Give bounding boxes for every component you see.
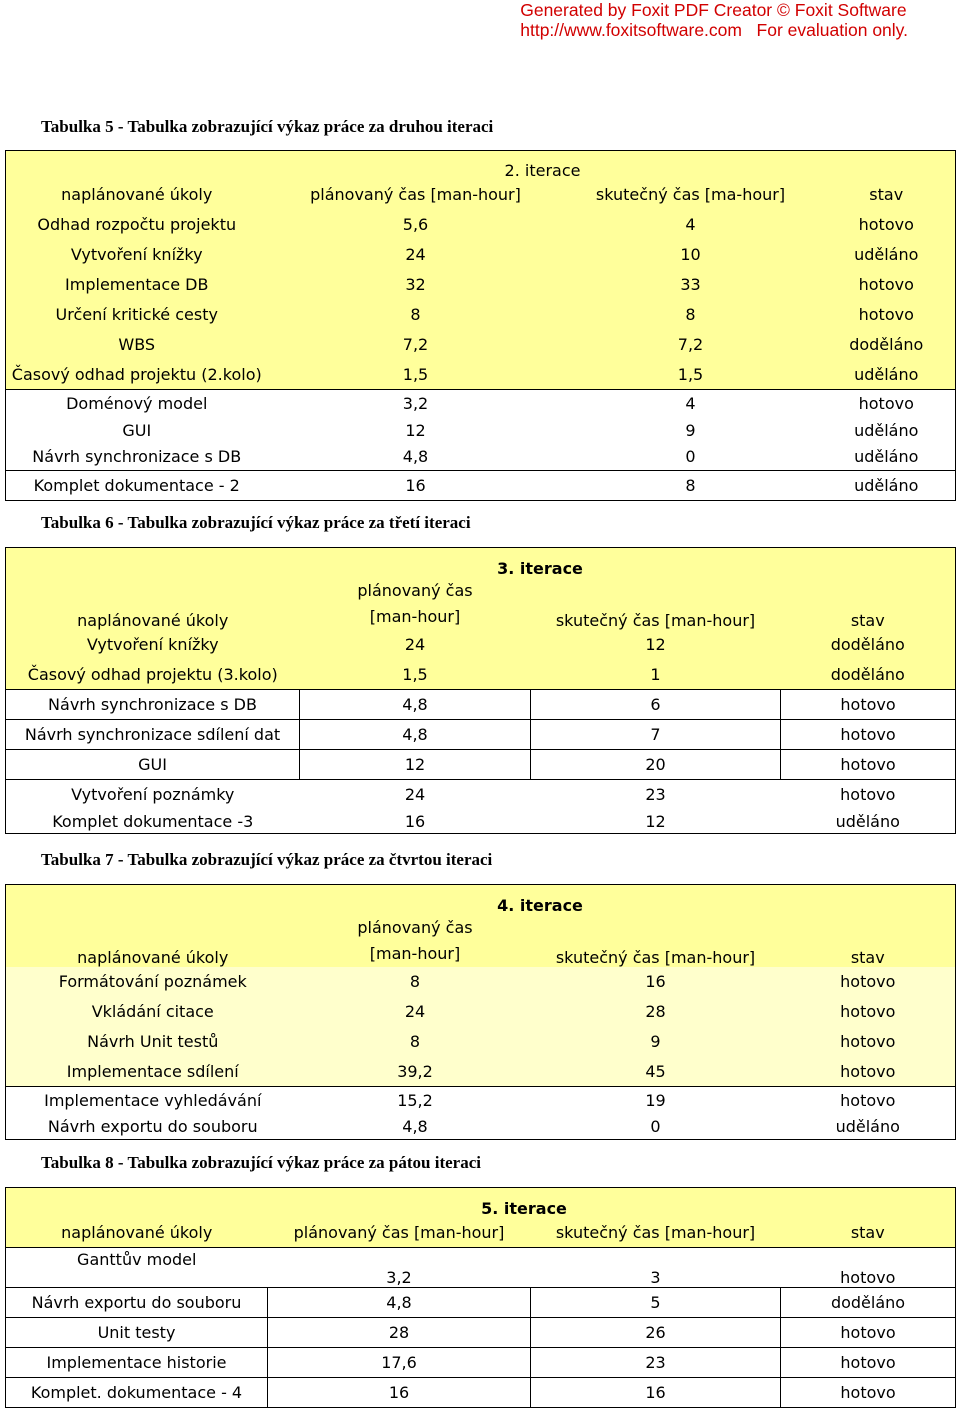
table-row: [6, 1288, 956, 1318]
table-cell: 15,2: [300, 1087, 531, 1114]
table-row: [6, 444, 956, 471]
table7-header-cell: plánovaný čas [man-hour]: [300, 915, 531, 967]
table7-header-cell: skutečný čas [man-hour]: [531, 915, 781, 967]
table8-title-row: [6, 1188, 956, 1218]
table-cell: 8: [300, 1027, 531, 1057]
table5-caption: Tabulka 5 - Tabulka zobrazující výkaz práce za druhou iteraci: [41, 117, 494, 136]
table-cell: Unit testy: [6, 1318, 268, 1348]
table6: [5, 547, 956, 834]
table-cell: Doménový model: [6, 390, 268, 417]
table-cell: doděláno: [818, 330, 956, 360]
table7-header-cell: naplánované úkoly: [6, 915, 300, 967]
table-cell: Odhad rozpočtu projektu: [6, 210, 268, 240]
table8-header-cell: skutečný čas [man-hour]: [531, 1218, 781, 1248]
table5-header-row: [6, 180, 956, 210]
table-cell: Komplet. dokumentace - 4: [6, 1378, 268, 1408]
table-cell: 4,8: [268, 1288, 531, 1318]
table-cell: 12: [531, 810, 781, 834]
table-cell: hotovo: [781, 1057, 956, 1087]
table-cell: Vytvoření poznámky: [6, 780, 300, 810]
table-row: [6, 690, 956, 720]
table5-header-cell: naplánované úkoly: [6, 180, 268, 210]
table-cell: 0: [531, 1114, 781, 1140]
table6-header-cell: plánovaný čas [man-hour]: [300, 578, 531, 630]
table-cell: hotovo: [781, 997, 956, 1027]
table-cell: 9: [531, 1027, 781, 1057]
table5-header-cell: skutečný čas [ma-hour]: [564, 180, 818, 210]
table-cell: hotovo: [781, 750, 956, 780]
table8-caption: Tabulka 8 - Tabulka zobrazující výkaz práce za pátou iteraci: [41, 1153, 481, 1172]
table-cell: Ganttův model: [6, 1248, 268, 1288]
table-cell: 16: [268, 1378, 531, 1408]
table-row: [6, 210, 956, 240]
table-cell: doděláno: [781, 660, 956, 690]
table6-header-cell: skutečný čas [man-hour]: [531, 578, 781, 630]
table-cell: 20: [531, 750, 781, 780]
table7-title-row: [6, 885, 956, 915]
table-cell: uděláno: [781, 1114, 956, 1140]
table-cell: Návrh synchronizace sdílení dat: [6, 720, 300, 750]
table5-header-cell: stav: [818, 180, 956, 210]
table-cell: Implementace DB: [6, 270, 268, 300]
table-cell: 33: [564, 270, 818, 300]
table-row: [6, 1057, 956, 1087]
table-cell: 3: [531, 1248, 781, 1288]
table-cell: hotovo: [781, 690, 956, 720]
table-row: [6, 1348, 956, 1378]
table-cell: Vytvoření knížky: [6, 630, 300, 660]
table7-caption: Tabulka 7 - Tabulka zobrazující výkaz práce za čtvrtou iteraci: [41, 850, 493, 869]
table-cell: 1,5: [268, 360, 564, 390]
table-row: [6, 1087, 956, 1114]
table-cell: 16: [300, 810, 531, 834]
table-cell: 7: [531, 720, 781, 750]
table-cell: Návrh synchronizace s DB: [6, 690, 300, 720]
table-cell: 8: [300, 967, 531, 997]
table6-title: 3. iterace: [300, 548, 781, 578]
table-row: [6, 967, 956, 997]
table-row: [6, 417, 956, 444]
table-cell: Návrh exportu do souboru: [6, 1114, 300, 1140]
table8: [5, 1187, 956, 1408]
table-cell: 45: [531, 1057, 781, 1087]
table-cell: doděláno: [781, 1288, 956, 1318]
table-row: [6, 810, 956, 834]
table-row: [6, 390, 956, 417]
table-cell: 1: [531, 660, 781, 690]
table-row: [6, 1114, 956, 1140]
table-cell: 3,2: [268, 390, 564, 417]
table-row: [6, 997, 956, 1027]
table-cell: Vkládání citace: [6, 997, 300, 1027]
table-cell: 4,8: [300, 720, 531, 750]
table-row: [6, 1248, 956, 1288]
table-cell: 5,6: [268, 210, 564, 240]
table-cell: 16: [531, 967, 781, 997]
table-cell: hotovo: [781, 780, 956, 810]
table-cell: Formátování poznámek: [6, 967, 300, 997]
table-cell: 1,5: [564, 360, 818, 390]
table-cell: Implementace historie: [6, 1348, 268, 1378]
table-cell: hotovo: [781, 1027, 956, 1057]
table-cell: 24: [300, 997, 531, 1027]
table-row: [6, 1378, 956, 1408]
table-cell: Časový odhad projektu (2.kolo): [6, 360, 268, 390]
table5-title-row: [6, 151, 956, 180]
table-row: [6, 660, 956, 690]
table-cell: 10: [564, 240, 818, 270]
table-row: [6, 240, 956, 270]
table-cell: hotovo: [781, 1248, 956, 1288]
table-cell: Určení kritické cesty: [6, 300, 268, 330]
table5-header-cell: plánovaný čas [man-hour]: [268, 180, 564, 210]
table-row: [6, 270, 956, 300]
table-cell: 32: [268, 270, 564, 300]
table8-header-row: [6, 1218, 956, 1248]
table-cell: 12: [531, 630, 781, 660]
table-cell: 28: [531, 997, 781, 1027]
table-cell: hotovo: [818, 390, 956, 417]
table8-header-cell: naplánované úkoly: [6, 1218, 268, 1248]
table-row: [6, 750, 956, 780]
table5-title: 2. iterace: [268, 151, 818, 180]
table-cell: Implementace sdílení: [6, 1057, 300, 1087]
table-cell: 19: [531, 1087, 781, 1114]
table-cell: uděláno: [818, 240, 956, 270]
table-cell: hotovo: [818, 300, 956, 330]
table6-title-row: [6, 548, 956, 578]
watermark-line-2: http://www.foxitsoftware.com For evaluation only.: [520, 20, 908, 40]
table-cell: Komplet dokumentace -3: [6, 810, 300, 834]
table-cell: Komplet dokumentace - 2: [6, 471, 268, 501]
table-cell: 12: [300, 750, 531, 780]
watermark-line-1: Generated by Foxit PDF Creator © Foxit Software: [520, 0, 907, 20]
table-row: [6, 1318, 956, 1348]
table-cell: 4,8: [300, 1114, 531, 1140]
table-cell: 4,8: [300, 690, 531, 720]
evaluation-watermark: [520, 0, 908, 40]
table-row: [6, 630, 956, 660]
table-cell: Časový odhad projektu (3.kolo): [6, 660, 300, 690]
table-cell: 16: [268, 471, 564, 501]
table8-title: 5. iterace: [268, 1188, 781, 1218]
table-cell: doděláno: [781, 630, 956, 660]
table-row: [6, 1027, 956, 1057]
table-cell: Vytvoření knížky: [6, 240, 268, 270]
table-cell: uděláno: [818, 444, 956, 471]
table-cell: hotovo: [781, 1087, 956, 1114]
table-cell: 4: [564, 390, 818, 417]
table-cell: Implementace vyhledávání: [6, 1087, 300, 1114]
table7-title: 4. iterace: [300, 885, 781, 915]
table-cell: Návrh Unit testů: [6, 1027, 300, 1057]
table-cell: 23: [531, 1348, 781, 1378]
table-cell: hotovo: [781, 1348, 956, 1378]
table-cell: uděláno: [781, 810, 956, 834]
table-cell: 0: [685, 447, 696, 467]
table-cell: 16: [531, 1378, 781, 1408]
table-cell: GUI: [6, 750, 300, 780]
table-cell: GUI: [6, 417, 268, 444]
table7: [5, 884, 956, 1140]
table-cell: 8: [564, 471, 818, 501]
table-cell: 12: [405, 420, 426, 440]
table-cell: 4: [564, 210, 818, 240]
table-row: [6, 780, 956, 810]
table-cell: 6: [531, 690, 781, 720]
table-cell: 17,6: [268, 1348, 531, 1378]
table-cell: 7,2: [268, 330, 564, 360]
table-cell: 26: [531, 1318, 781, 1348]
table-cell: 39,2: [300, 1057, 531, 1087]
table5: [5, 150, 956, 501]
table-cell: 1,5: [300, 660, 531, 690]
table-row: [6, 720, 956, 750]
table6-header-cell: naplánované úkoly: [6, 578, 300, 630]
table-cell: WBS: [6, 330, 268, 360]
table-cell: 24: [300, 780, 531, 810]
table-cell: hotovo: [781, 720, 956, 750]
table-cell: 5: [531, 1288, 781, 1318]
table-cell: hotovo: [781, 1318, 956, 1348]
table7-header-row: [6, 915, 956, 967]
table-cell: 28: [268, 1318, 531, 1348]
table-cell: 23: [531, 780, 781, 810]
table-cell: Návrh exportu do souboru: [6, 1288, 268, 1318]
table-cell: 8: [564, 300, 818, 330]
table-cell: 4,8: [402, 447, 429, 467]
table-cell: hotovo: [818, 270, 956, 300]
table7-header-cell: stav: [781, 915, 956, 967]
table-cell: uděláno: [818, 417, 956, 444]
table-cell: 8: [268, 300, 564, 330]
table-row: [6, 471, 956, 501]
table6-caption: Tabulka 6 - Tabulka zobrazující výkaz práce za třetí iteraci: [41, 513, 471, 532]
table-cell: 3,2: [268, 1248, 531, 1288]
table-cell: 7,2: [564, 330, 818, 360]
table-cell: uděláno: [818, 471, 956, 501]
table-cell: Návrh synchronizace s DB: [6, 444, 268, 471]
table-cell: hotovo: [781, 967, 956, 997]
table-cell: 9: [685, 420, 696, 440]
table-cell: uděláno: [818, 360, 956, 390]
table-row: [6, 360, 956, 390]
table-cell: hotovo: [818, 210, 956, 240]
table6-header-row: [6, 578, 956, 630]
table-cell: 24: [300, 630, 531, 660]
table8-header-cell: plánovaný čas [man-hour]: [268, 1218, 531, 1248]
table-cell: hotovo: [781, 1378, 956, 1408]
table6-header-cell: stav: [781, 578, 956, 630]
table-row: [6, 330, 956, 360]
table8-header-cell: stav: [781, 1218, 956, 1248]
table-cell: 24: [268, 240, 564, 270]
table-row: [6, 300, 956, 330]
